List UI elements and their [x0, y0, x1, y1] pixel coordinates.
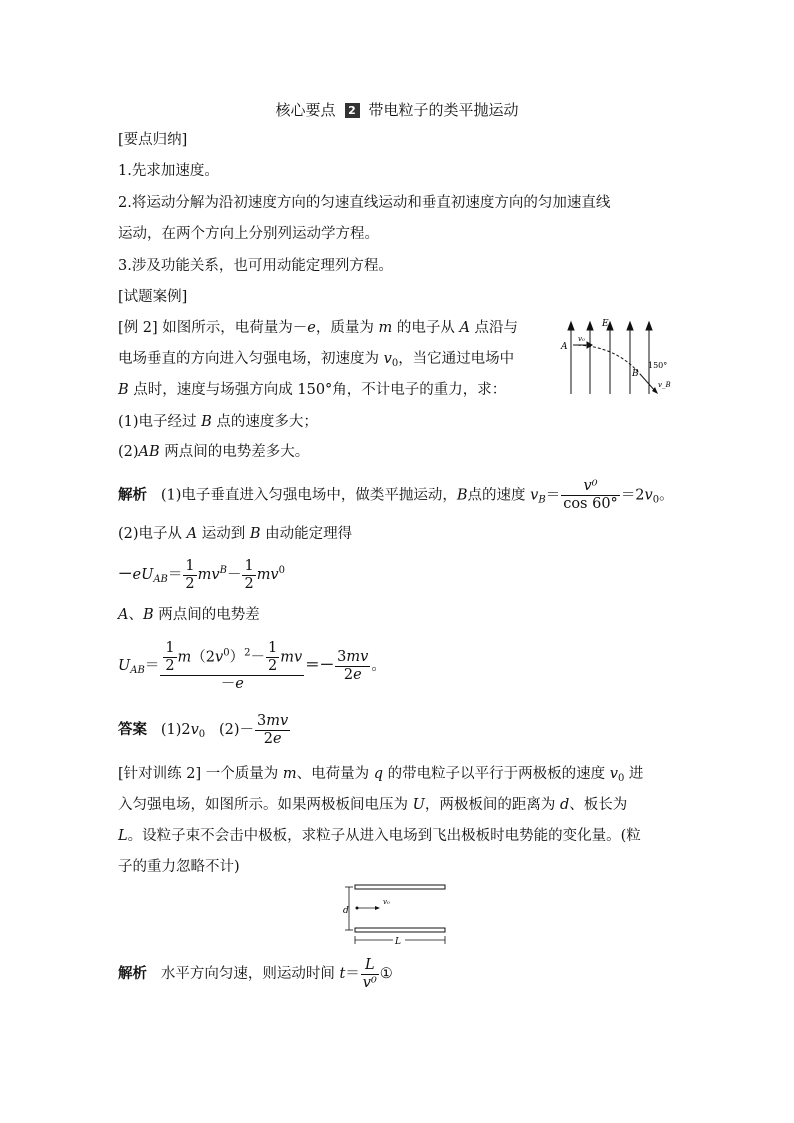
analysis1-line-2: (2)电子从 A 运动到 B 由动能定理得: [118, 526, 353, 542]
figure-label-b: B: [632, 369, 639, 379]
example2-line-3: B 点时，速度与场强方向成 150°角，不计电子的重力，求：: [118, 382, 507, 398]
analysis-label: 解析: [118, 486, 147, 504]
title-prefix: 核心要点: [275, 101, 336, 119]
summary-item-3: 3.涉及功能关系，也可用动能定理列方程。: [118, 258, 393, 274]
example2-question-1: (1)电子经过 B 点的速度多大；: [118, 414, 318, 430]
example2-line-1: [例 2] 如图所示，电荷量为－e，质量为 m 的电子从 A 点沿与: [118, 320, 519, 336]
plates-label-d: d: [343, 906, 349, 916]
drill2-line-1: [针对训练 2] 一个质量为 m、电荷量为 q 的带电粒子以平行于两极板的速度 $v_0$ 进: [118, 766, 644, 784]
title-text: 带电粒子的类平抛运动: [368, 101, 519, 119]
plates-label-l: L: [395, 937, 401, 947]
analysis1-energy-equation: $-eU_{AB}=$ $\frac{1}{2}$ $mv^B-$ $\frac{1}{2}$ $mv^0$: [118, 557, 286, 592]
section-title: [0, 99, 794, 120]
electric-field-figure: [560, 314, 675, 398]
analysis2-label: 解析: [118, 965, 147, 982]
summary-item-2b: 运动，在两个方向上分别列运动学方程。: [118, 226, 379, 242]
parallel-plates-figure: [337, 880, 452, 950]
figure-label-vb: v_B: [658, 381, 671, 389]
summary-item-2a: 2.将运动分解为沿初速度方向的匀速直线运动和垂直初速度方向的匀加速直线: [118, 195, 611, 211]
drill2-line-3: L。设粒子束不会击中极板，求粒子从进入电场到飞出极板时电势能的变化量。(粒: [118, 828, 641, 844]
drill2-line-2: 入匀强电场，如图所示。如果两极板间电压为 U，两极板间的距离为 d、板长为: [118, 797, 628, 813]
title-badge: 2: [345, 103, 360, 118]
summary-item-1: 1.先求加速度。: [118, 163, 219, 179]
analysis1-potential-equation: $U_{AB}=$ $\frac{1}{2}$ $m(2v^0)^2-$ $\frac{1}{2}$ mv －e ＝－ $\frac{3mv}{2e}$ 。: [118, 639, 386, 692]
figure-label-angle: 150°: [648, 361, 668, 370]
figure-label-e: E: [602, 319, 609, 329]
analysis1-line-1: 解析 (1)电子垂直进入匀强电场中，做类平抛运动，B点的速度 $v_B=$ $\frac{\text{v⁰}}{\cos 60^\circ}$ $=2v_0$。: [118, 478, 674, 512]
plates-label-v0: v₀: [383, 898, 390, 906]
answer-label: 答案: [118, 721, 147, 738]
example2-line-2: 电场垂直的方向进入匀强电场，初速度为 $v_0$，当它通过电场中: [118, 351, 515, 369]
analysis1-line-4: A、B 两点间的电势差: [118, 607, 260, 623]
examples-header: [试题案例]: [118, 289, 188, 305]
drill2-line-4: 子的重力忽略不计): [118, 859, 240, 875]
example2-question-2: (2)AB 两点间的电势差多大。: [118, 444, 310, 460]
analysis2-line: 解析 水平方向匀速，则运动时间 t＝ $\frac{L}{\text{v⁰}}$ ①: [118, 956, 393, 991]
figure-label-a: A: [561, 342, 568, 352]
figure-label-v0: v₀: [578, 335, 585, 343]
summary-header: [要点归纳]: [118, 132, 188, 148]
answer-line: 答案 $(1)2v_0$ (2)－ $\frac{3mv}{2e}$: [118, 712, 289, 747]
